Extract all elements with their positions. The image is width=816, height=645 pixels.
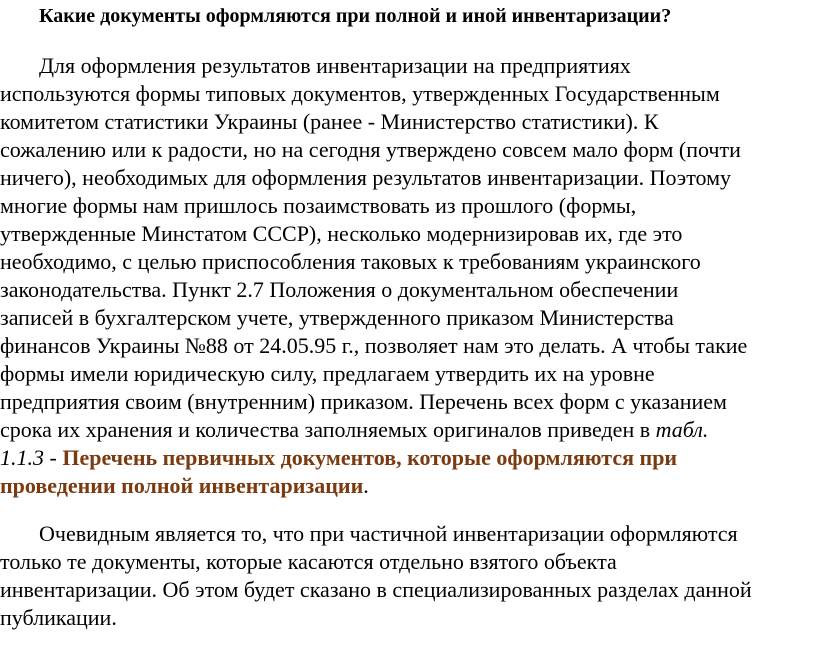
paragraph-1-line-4: сожалению или к радости, но на сегодня утверждено совсем мало форм (почти [0,137,741,162]
reference-separator: - [44,445,63,470]
document-list-link-continued[interactable]: проведении полной инвентаризации [0,473,364,498]
paragraph-1-line-11: финансов Украины №88 от 24.05.95 г., позволяет нам это делать. А чтобы такие [0,333,748,358]
paragraph-2-line-1: Очевидным является то, что при частичной инвентаризации оформляются [39,521,738,546]
paragraph-1-line-10: записей в бухгалтерском учете, утвержденного приказом Министерства [0,305,674,330]
paragraph-2-line-3: инвентаризации. Об этом будет сказано в специализированных разделах данной [0,577,752,602]
paragraph-1-line-6: многие формы нам пришлось позаимствовать из прошлого (формы, [0,193,637,218]
paragraph-1-line-14 [0,416,708,444]
sentence-end: . [363,473,369,498]
document-list-link[interactable]: Перечень первичных документов, которые оформляются при [62,445,678,470]
paragraph-1-line-1: Для оформления результатов инвентаризации на предприятиях [39,53,631,78]
paragraph-1-line-9: законодательства. Пункт 2.7 Положения о документальном обеспечении [0,277,679,302]
paragraph-2-line-2: только те документы, которые касаются отдельно взятого объекта [0,549,617,574]
paragraph-1-line-16 [0,472,369,500]
table-reference-number: 1.1.3 [0,445,44,470]
paragraph-1-line-13: предприятия своим (внутренним) приказом. Перечень всех форм с указанием [0,389,727,414]
paragraph-1-line-7: утвержденные Минстатом СССР), несколько модернизировав их, где это [0,221,683,246]
paragraph-1-line-3: комитетом статистики Украины (ранее - Министерство статистики). К [0,109,659,134]
paragraph-2-line-4: публикации. [0,605,117,630]
paragraph-1-line-12: формы имели юридическую силу, предлагаем утвердить их на уровне [0,361,655,386]
paragraph-1-line-5: ничего), необходимых для оформления результатов инвентаризации. Поэтому [0,165,732,190]
document-title: Какие документы оформляются при полной и иной инвентаризации? [39,5,672,27]
paragraph-1-line-14-text: срока их хранения и количества заполняемых оригиналов приведен в [0,417,656,442]
paragraph-1-line-2: используются формы типовых документов, утвержденных Государственным [0,81,720,106]
table-reference: табл. [655,417,709,442]
paragraph-1-line-8: необходимо, с целью приспособления таковых к требованиям украинского [0,249,701,274]
paragraph-1-line-15 [0,444,677,472]
